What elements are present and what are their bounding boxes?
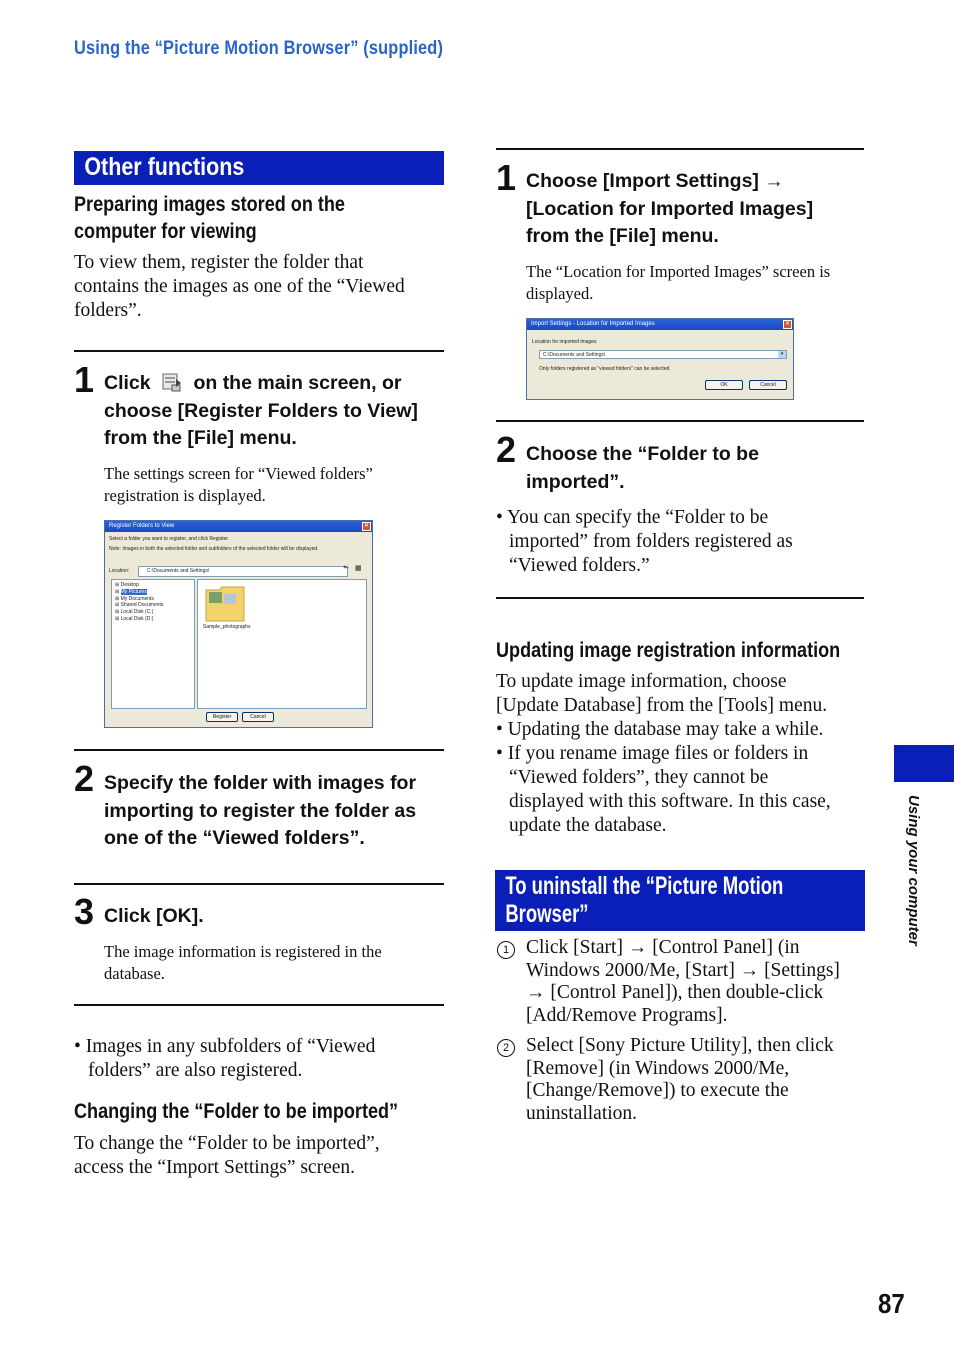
circled-number: 1 [497,941,515,959]
tree-item: ⊞ Local Disk (C:) [115,609,154,616]
uninstall-title-bar [495,870,865,931]
tree-item: ⊞ My Documents [115,595,154,602]
step-line: from the [File] menu. [104,427,297,449]
register-folders-dialog [104,520,373,728]
circled-number: 2 [497,1039,515,1057]
note-line: registration is displayed. [104,485,266,505]
step-circle-2 [497,1038,515,1057]
view-icon: ▦ [355,565,362,572]
section-title-bar [74,151,444,185]
body-line: contains the images as one of the “Viewed [74,276,405,297]
step3-instruction: Click [OK]. [104,905,204,927]
prep-heading-line: computer for viewing [74,220,257,243]
step-number: 2 [74,758,95,799]
bullet-line: • If you rename image files or folders in [496,743,809,764]
note-line: The image information is registered in the [104,942,382,961]
step-line: imported”. [526,470,625,493]
title-line: To uninstall the “Picture Motion [505,872,784,900]
uninstall-title [495,870,813,928]
step-number: 1 [496,157,517,198]
import-step1-note [526,261,866,304]
body-line: To view them, register the folder that [74,252,364,273]
location-label: Location: [109,568,130,574]
step-text: on the main screen, or [193,372,402,394]
tree-item-label: My Documents [120,595,154,602]
step1-note [104,463,444,506]
body-line: To change the “Folder to be imported”, [74,1133,380,1154]
cancel-button: Cancel [242,712,274,722]
step-line: importing to register the folder as [104,799,417,822]
body-line: [Change/Remove]) to execute the [526,1080,789,1101]
note-line: The “Location for Imported Images” screen is [526,262,831,281]
step-number: 3 [74,891,95,932]
bullet-line: folders” are also registered. [88,1060,303,1081]
body-line: access the “Import Settings” screen. [74,1157,356,1178]
title-line: Browser” [505,900,589,928]
step-line: [Location for Imported Images] [526,197,814,220]
subfolder-bullet [74,1035,444,1083]
step2-instruction [104,770,449,853]
change-body [74,1132,444,1180]
bullet-line: • Updating the database may take a while. [496,719,824,740]
dialog-title: Register Folders to View [109,523,175,529]
tree-item-label: Desktop [120,582,139,588]
uninstall-step1 [526,937,866,1027]
note-line: displayed. [526,283,594,303]
tree-item: ⊞ Shared Documents [115,602,164,609]
running-head: Using the “Picture Motion Browser” (supplied) [74,38,444,59]
step-number: 2 [496,429,517,470]
divider [496,597,864,599]
step-circle-1 [497,940,515,959]
dialog-title-bar [527,319,793,330]
ok-button: OK [705,380,743,390]
divider [496,420,864,422]
close-icon: ✕ [363,523,370,529]
note-line: The settings screen for “Viewed folders” [104,464,373,483]
body-line: Select [Sony Picture Utility], then click [526,1035,834,1056]
divider [74,883,444,885]
bullet-line: • You can specify the “Folder to be [496,507,769,528]
step1-instruction [104,370,449,453]
dialog-note: Only folders registered as "viewed folders" can be selected. [539,366,671,372]
chevron-down-icon: ▾ [778,351,786,358]
dialog-title: Import Settings - Location for Imported Images [531,321,655,327]
update-heading [496,637,896,664]
body-line: Click [Start] → [Control Panel] (in [526,937,800,958]
step3-note [104,941,444,984]
divider [74,1004,444,1006]
prep-heading-line: Preparing images stored on the [74,193,345,216]
tree-item-label: Shared Documents [120,602,164,609]
register-button: Register [206,712,238,722]
divider [74,749,444,751]
step-line: Choose [Import Settings] → [526,170,784,192]
prep-heading [74,191,389,245]
folder-up-icon: ⬑ [343,565,349,572]
step-line [104,370,449,398]
location-label: Location for imported images [532,339,597,345]
location-value: C:\Documents and Settings\ [147,568,210,574]
step-text: Click [104,372,151,394]
folder-thumbnail-icon [205,584,245,622]
import-step1-instruction [526,168,866,251]
location-value: C:\Documents and Settings\ [543,352,606,358]
body-line: uninstallation. [526,1102,638,1124]
tree-item-label: My Pictures [120,588,147,595]
tree-item: ⊞ Local Disk (D:) [115,615,154,622]
body-line: folders”. [74,300,142,321]
bullet-line: displayed with this software. In this case, [509,791,831,812]
cancel-button: Cancel [749,380,787,390]
dialog-instruction: Select a folder you want to register, and click Register. [109,536,230,542]
heading-text: Changing the “Folder to be imported” [74,1100,399,1123]
tree-item: ⊞ Desktop [115,582,139,588]
thumbnail-label: Sample_photographs [203,624,251,630]
folder-tree [111,579,195,709]
step-line: one of the “Viewed folders”. [104,827,365,849]
section-title: Other functions [84,153,245,181]
prep-body [74,251,444,323]
divider [496,148,864,150]
import-step2-instruction [526,441,866,496]
note-line: database. [104,963,165,983]
step-line: from the [File] menu. [526,225,719,247]
divider [74,350,444,352]
bullet-line: imported” from folders registered as [509,531,793,552]
side-label [900,795,924,965]
dialog-title-bar [105,521,372,532]
folder-contents [197,579,367,709]
register-folders-icon [160,371,184,393]
chapter-tab [894,745,954,782]
location-select [539,350,787,359]
side-label-text: Using your computer [905,795,922,946]
bullet-line: update the database. [509,815,667,836]
update-body [496,670,864,838]
body-line: [Remove] (in Windows 2000/Me, [526,1057,790,1079]
step-line: Specify the folder with images for [104,772,417,794]
tree-item: ⊞ My Pictures [115,588,147,595]
uninstall-step2 [526,1035,866,1125]
step-number: 1 [74,359,95,400]
bullet-line: “Viewed folders.” [509,555,650,576]
close-icon: ✕ [784,321,791,327]
body-line: To update image information, choose [496,671,787,692]
tree-item-label: Local Disk (D:) [120,615,154,622]
step-line: choose [Register Folders to View] [104,399,418,422]
tree-item-label: Local Disk (C:) [120,609,154,616]
bullet-line: “Viewed folders”, they cannot be [509,767,769,788]
body-line: Windows 2000/Me, [Start] → [Settings] [526,959,840,981]
change-heading [74,1098,451,1125]
bullet-line: • Images in any subfolders of “Viewed [74,1036,376,1057]
import-step2-bullet [496,506,864,578]
location-field [138,566,348,577]
body-line: [Update Database] from the [Tools] menu. [496,695,828,716]
dialog-instruction: Note: Images in both the selected folder and subfolders of the selected folder will be displayed. [109,546,319,552]
step-line: Choose the “Folder to be [526,443,759,465]
body-line: → [Control Panel]), then double-click [526,982,824,1003]
heading-text: Updating image registration information [496,639,841,662]
body-line: [Add/Remove Programs]. [526,1004,728,1026]
page-number: 87 [878,1288,905,1319]
import-location-dialog [526,318,794,400]
